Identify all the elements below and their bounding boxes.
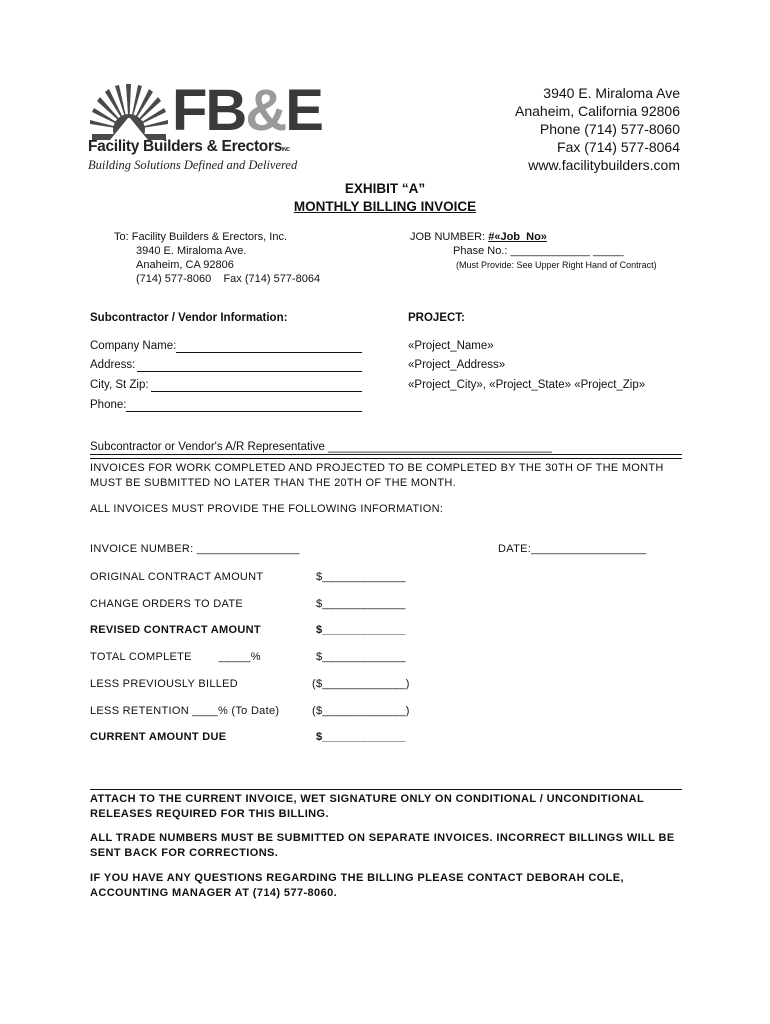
exhibit-title: EXHIBIT “A” [344, 181, 426, 196]
phone-field[interactable] [126, 399, 362, 412]
project-address: «Project_Address» [408, 359, 506, 371]
company-address-block [515, 84, 680, 174]
address-field[interactable] [137, 359, 362, 372]
footer-releases-notice: ATTACH TO THE CURRENT INVOICE, WET SIGNATURE ONLY ON CONDITIONAL / UNCONDITIONAL RELEASES REQUIRED FOR THIS BILLING. [90, 793, 644, 820]
to-line-2: 3940 E. Miraloma Ave. [136, 245, 247, 257]
logo-tagline: Building Solutions Defined and Delivered [88, 158, 298, 172]
company-name-label: Company Name: [90, 340, 177, 352]
project-name: «Project_Name» [408, 340, 494, 352]
city-state-zip-field[interactable] [151, 379, 362, 392]
amount-value-field[interactable]: $_____________ [316, 571, 406, 583]
ar-representative-line: Subcontractor or Vendor's A/R Representative ___________________________________ [90, 441, 552, 453]
project-header: PROJECT: [408, 312, 465, 324]
invoice-title: MONTHLY BILLING INVOICE [293, 199, 477, 214]
address-phone: Phone (714) 577-8060 [539, 121, 680, 137]
amount-label: REVISED CONTRACT AMOUNT [90, 624, 261, 636]
address-label: Address: [90, 359, 136, 371]
logo-wordmark: FB&E [172, 78, 322, 143]
address-fax: Fax (714) 577-8064 [557, 139, 680, 155]
amount-label: CURRENT AMOUNT DUE [90, 731, 227, 743]
amount-value-field[interactable]: ($_____________) [312, 705, 410, 717]
to-address-block [114, 230, 320, 286]
amount-label: LESS RETENTION ____% (To Date) [90, 705, 280, 717]
amount-label: CHANGE ORDERS TO DATE [90, 598, 243, 610]
to-line-3: Anaheim, CA 92806 [136, 259, 234, 271]
to-line-1: To: Facility Builders & Erectors, Inc. [114, 231, 287, 243]
required-info-notice: ALL INVOICES MUST PROVIDE THE FOLLOWING INFORMATION: [90, 503, 444, 515]
invoice-number-field[interactable]: INVOICE NUMBER: ________________ [90, 543, 300, 555]
address-line-2: Anaheim, California 92806 [515, 103, 680, 119]
phase-number-line: Phase No.: _____________ _____ [453, 245, 624, 257]
company-name-field[interactable] [176, 340, 362, 353]
city-state-zip-label: City, St Zip: [90, 379, 149, 391]
amount-label: TOTAL COMPLETE _____% [90, 651, 261, 663]
to-line-4: (714) 577-8060 Fax (714) 577-8064 [136, 273, 321, 285]
project-city-state-zip: «Project_City», «Project_State» «Project_Zip» [408, 379, 646, 391]
job-number-label: JOB NUMBER: [410, 231, 489, 243]
notice-line-1: INVOICES FOR WORK COMPLETED AND PROJECTED TO BE COMPLETED BY THE 30TH OF THE MONTH [90, 462, 664, 474]
amount-value-field[interactable]: $_____________ [316, 651, 406, 663]
double-rule-bottom [90, 458, 682, 459]
amount-value-field[interactable]: ($_____________) [312, 678, 410, 690]
subcontractor-header: Subcontractor / Vendor Information: [90, 312, 288, 324]
amount-value-field[interactable]: $_____________ [316, 731, 406, 743]
job-number-note: (Must Provide: See Upper Right Hand of Contract) [456, 260, 657, 270]
address-line-1: 3940 E. Miraloma Ave [543, 85, 680, 101]
company-logo [88, 78, 322, 175]
amount-label: LESS PREVIOUSLY BILLED [90, 678, 239, 690]
amount-value-field[interactable]: $_____________ [316, 598, 406, 610]
footer-contact-notice: IF YOU HAVE ANY QUESTIONS REGARDING THE BILLING PLEASE CONTACT DEBORAH COLE, ACCOUNTING MANAGER AT (714) 577-8060. [90, 872, 624, 899]
amount-label: ORIGINAL CONTRACT AMOUNT [90, 571, 264, 583]
sunburst-logo-icon [88, 84, 170, 140]
footer-rule [90, 789, 682, 790]
double-rule-top [90, 454, 682, 455]
footer-trade-numbers-notice: ALL TRADE NUMBERS MUST BE SUBMITTED ON SEPARATE INVOICES. INCORRECT BILLINGS WILL BE SENT BACK FOR CORRECTIONS. [90, 832, 675, 859]
job-number-value: #«Job_No» [488, 231, 547, 243]
logo-company-name: Facility Builders & ErectorsINC [88, 138, 290, 155]
submission-deadline-notice [90, 461, 664, 491]
job-number-line [410, 230, 547, 244]
notice-line-2: MUST BE SUBMITTED NO LATER THAN THE 20TH OF THE MONTH. [90, 477, 456, 489]
date-field[interactable]: DATE:__________________ [498, 543, 647, 555]
phone-label: Phone: [90, 399, 127, 411]
amount-value-field[interactable]: $_____________ [316, 624, 406, 636]
address-website: www.facilitybuilders.com [528, 157, 680, 173]
